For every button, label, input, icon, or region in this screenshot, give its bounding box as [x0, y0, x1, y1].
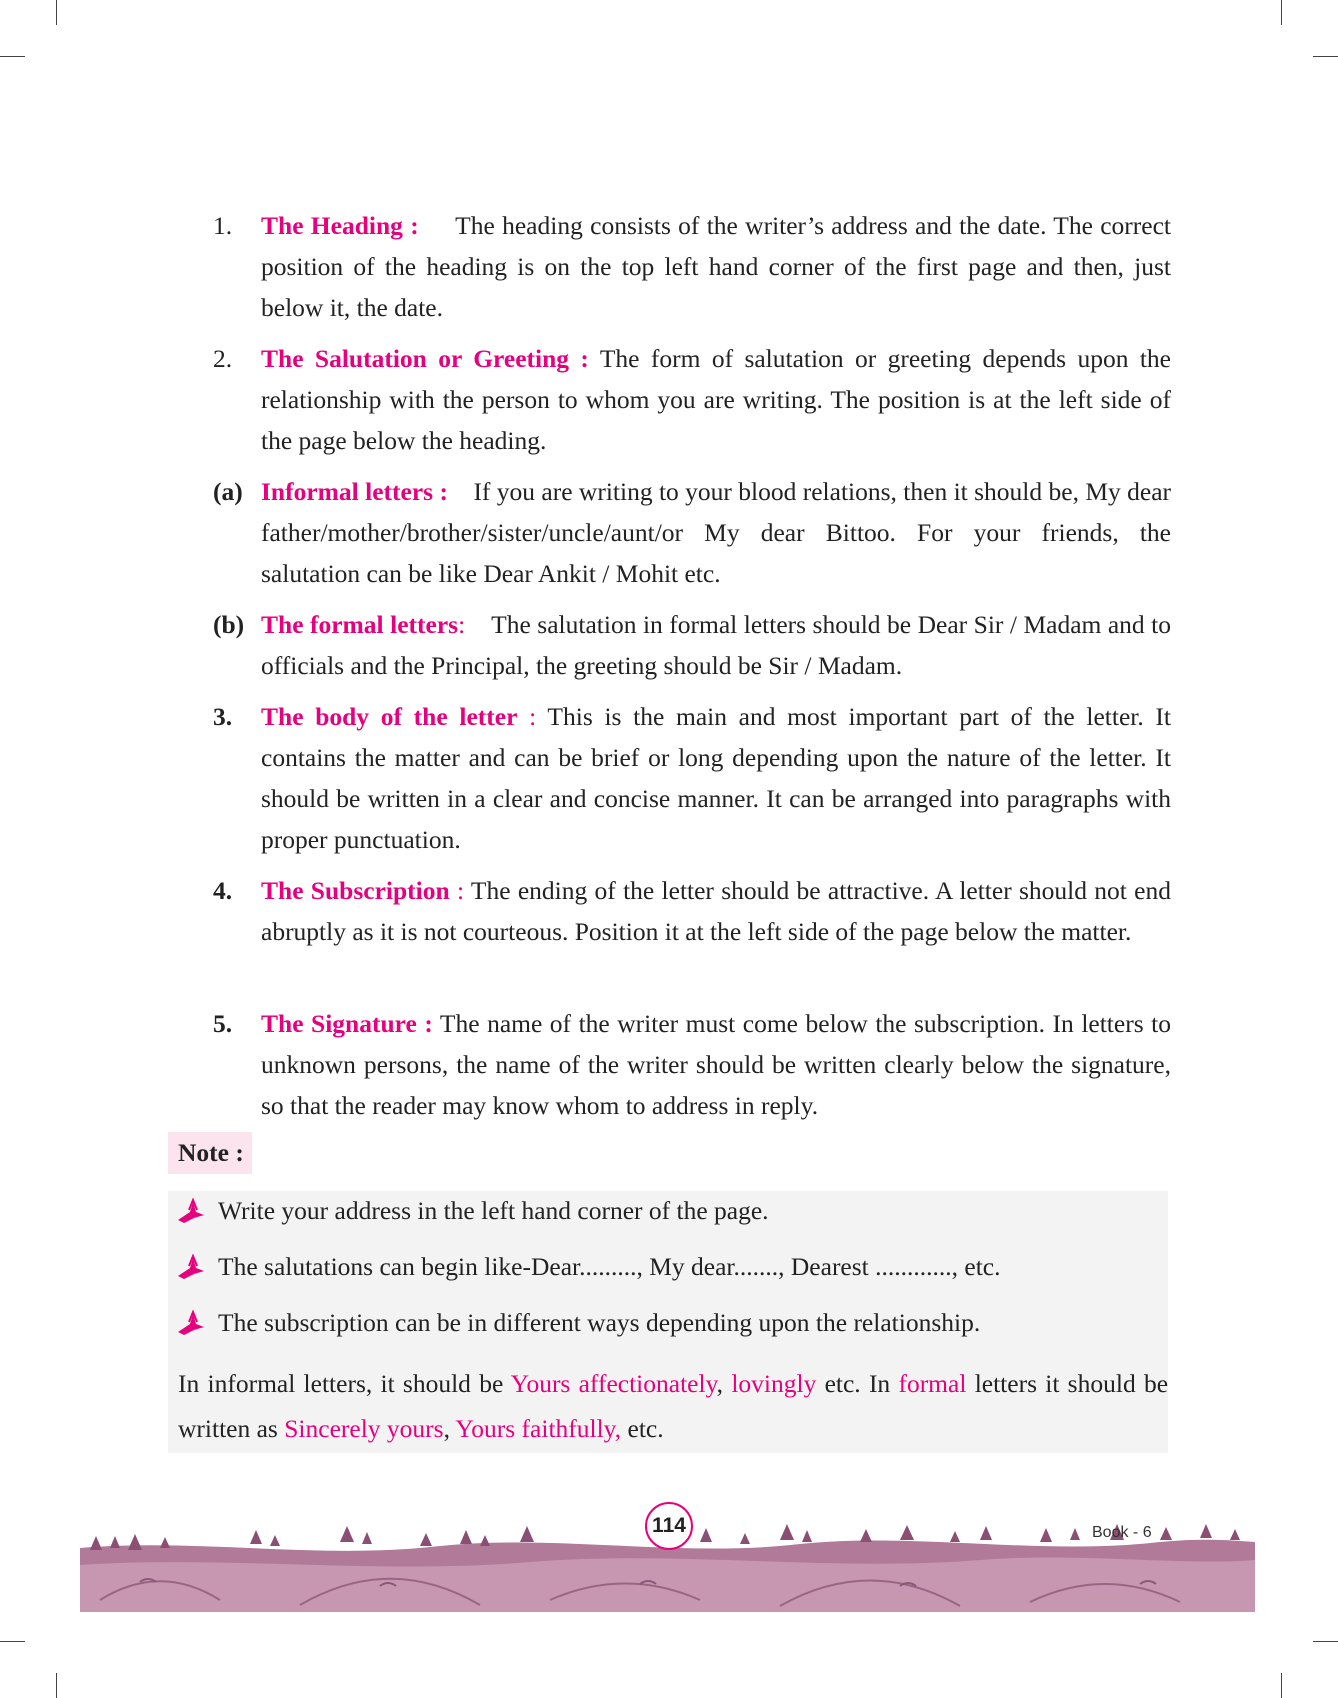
note-highlight: Yours affectionately: [510, 1369, 717, 1398]
item-number: 3.: [213, 702, 233, 731]
note-text: etc. In: [816, 1369, 899, 1398]
item-number: 1.: [213, 211, 233, 240]
item-number: 2.: [213, 344, 233, 373]
crop-mark: [56, 1673, 57, 1698]
note-highlight: lovingly: [731, 1369, 817, 1398]
list-item-signature: [213, 1003, 1173, 1126]
note-text: In informal letters, it should be: [178, 1369, 511, 1398]
note-highlight: Yours faithfully,: [455, 1414, 622, 1443]
item-title: The body of the letter: [261, 702, 518, 731]
item-title-suffix: :: [456, 876, 465, 905]
list-item-formal-letters: [213, 604, 1173, 686]
crop-mark: [1313, 56, 1338, 57]
list-item-body-of-letter: [213, 696, 1173, 860]
book-label: Book - 6: [1092, 1524, 1152, 1541]
item-text: This is the main and most important part of the letter. It contains the matter and can be brief or long depending upon the nature of the letter. It should be written in a clear and concise manner. It can be arranged into paragraphs with proper punctuation.: [261, 702, 1172, 854]
crop-mark: [0, 56, 25, 57]
item-title: The formal letters: [261, 610, 459, 639]
pointing-hand-icon: [176, 1310, 206, 1336]
crop-mark: [1313, 1641, 1338, 1642]
list-item-subscription: [213, 870, 1173, 952]
note-text: ,: [443, 1414, 456, 1443]
item-number: (b): [213, 610, 245, 639]
item-title: The Heading :: [261, 211, 419, 240]
note-bullet-text: The salutations can begin like-Dear........., My dear......., Dearest ............, etc.: [218, 1252, 1001, 1281]
pointing-hand-icon: [176, 1198, 206, 1224]
item-number: 4.: [213, 876, 233, 905]
note-bullet-text: The subscription can be in different ways depending upon the relationship.: [218, 1308, 981, 1337]
item-text: If you are writing to your blood relations, then it should be, My dear father/mother/brother/sister/uncle/aunt/or My dear Bittoo. For your friends, the salutation can be like Dear Ankit / Mohit etc.: [261, 477, 1172, 588]
note-highlight: Sincerely yours: [284, 1414, 444, 1443]
item-number: 5.: [213, 1009, 233, 1038]
note-text: etc.: [621, 1414, 664, 1443]
item-text: The heading consists of the writer’s address and the date. The correct position of the heading is on the top left hand corner of the first page and then, just below it, the date.: [261, 211, 1172, 322]
page-number: 114: [645, 1502, 693, 1550]
crop-mark: [1281, 0, 1282, 25]
item-text: The salutation in formal letters should be Dear Sir / Madam and to officials and the Principal, the greeting should be Sir / Madam.: [261, 610, 1172, 680]
item-body: [261, 1003, 1171, 1126]
item-title: The Subscription: [261, 876, 450, 905]
list-item-heading: [213, 205, 1173, 328]
item-body: [261, 205, 1171, 328]
item-title-suffix: :: [458, 610, 466, 639]
note-highlight: formal: [898, 1369, 967, 1398]
item-body: [261, 604, 1171, 686]
item-body: [261, 471, 1171, 594]
note-bullet: [176, 1193, 769, 1229]
item-number: (a): [213, 477, 243, 506]
pointing-hand-icon: [176, 1254, 206, 1280]
item-title: Informal letters :: [261, 477, 448, 506]
item-body: [261, 338, 1171, 461]
item-body: [261, 870, 1171, 952]
note-bullet: [176, 1249, 1000, 1285]
list-item-salutation: [213, 338, 1173, 461]
item-title: The Signature :: [261, 1009, 433, 1038]
list-item-informal-letters: [213, 471, 1173, 594]
note-paragraph: [178, 1361, 1168, 1451]
item-title-suffix: :: [529, 702, 537, 731]
item-body: [261, 696, 1171, 860]
crop-mark: [0, 1641, 25, 1642]
crop-mark: [1281, 1673, 1282, 1698]
item-text: The name of the writer must come below the subscription. In letters to unknown persons, the name of the writer should be written clearly below the signature, so that the reader may know whom to address in reply.: [261, 1009, 1171, 1120]
item-text: The ending of the letter should be attractive. A letter should not end abruptly as it is not courteous. Position it at the left side of the page below the matter.: [261, 876, 1171, 946]
note-text: letters it should be written as: [178, 1369, 1169, 1443]
note-bullet: [176, 1305, 980, 1341]
note-bullet-text: Write your address in the left hand corner of the page.: [218, 1196, 769, 1225]
note-label: Note :: [168, 1132, 252, 1174]
crop-mark: [56, 0, 57, 25]
note-text: ,: [716, 1369, 732, 1398]
item-text: The form of salutation or greeting depends upon the relationship with the person to whom you are writing. The position is at the left side of the page below the heading.: [261, 344, 1171, 455]
item-title: The Salutation or Greeting :: [261, 344, 589, 373]
